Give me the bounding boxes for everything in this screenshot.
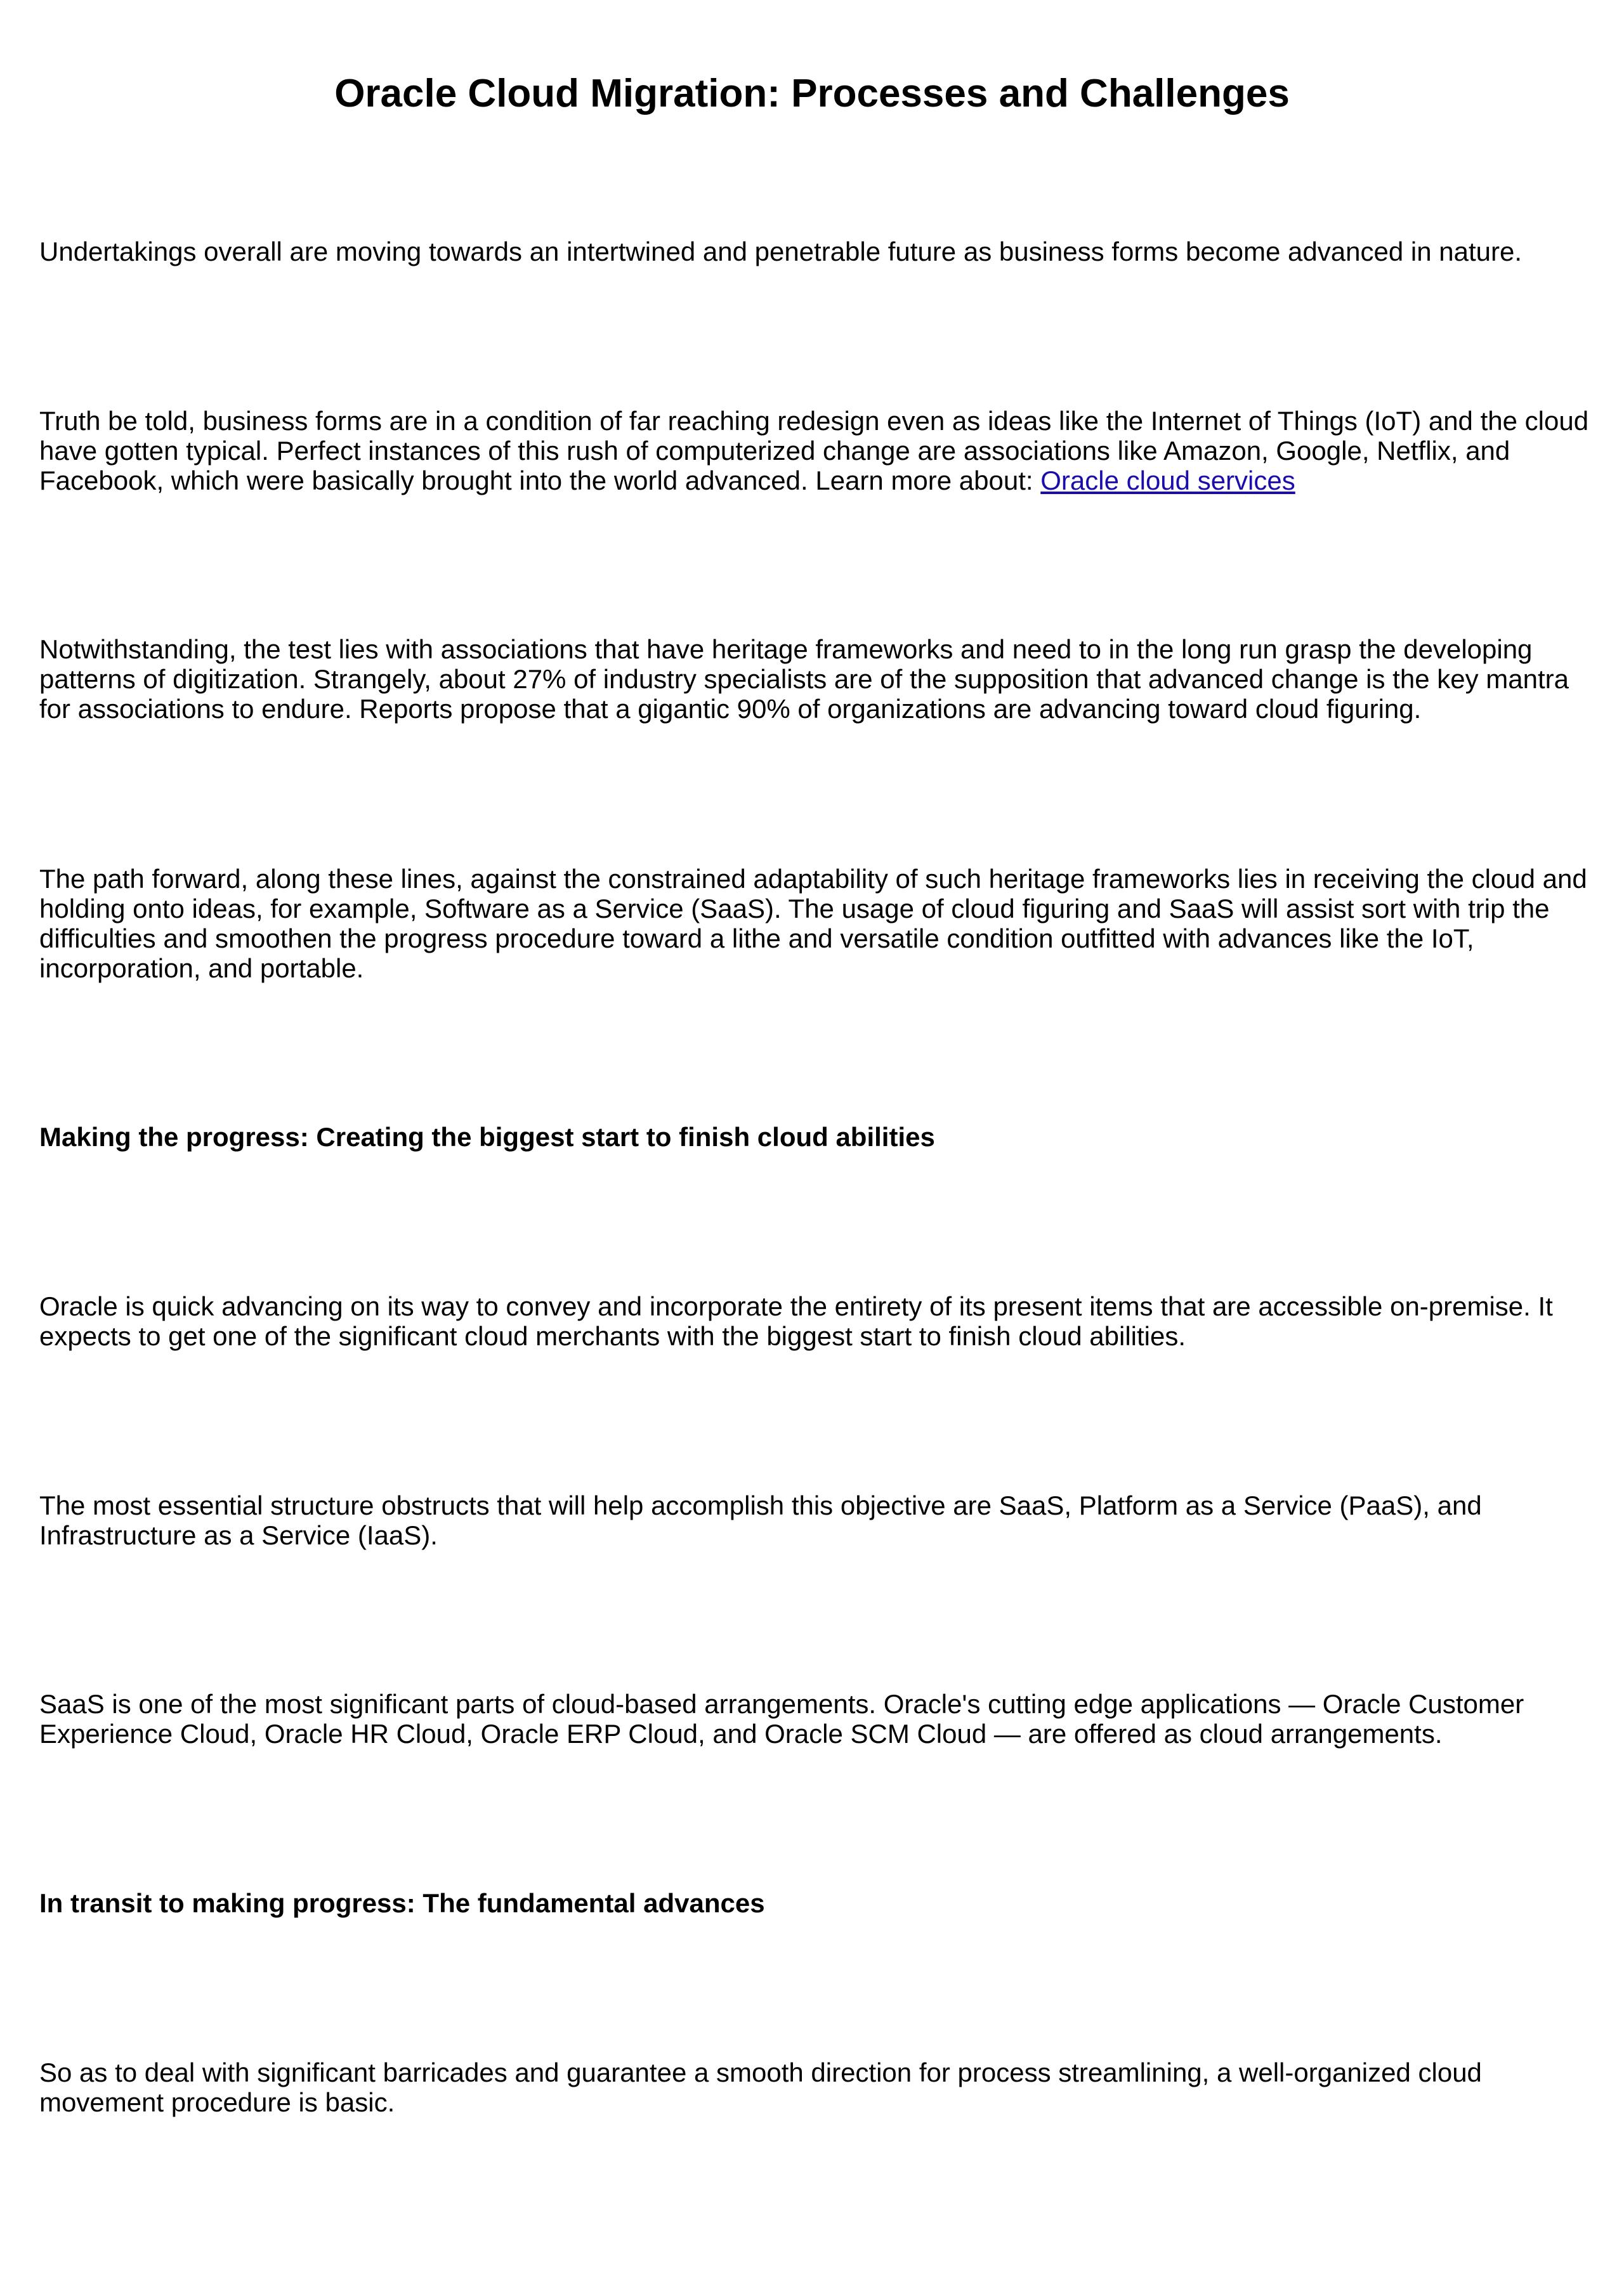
paragraph-digital-change-text: Truth be told, business forms are in a condition of far reaching redesign even as ideas like the Internet of Things (IoT) and the cloud have gotten typical. Perfect instances of this rush of computerized change are associations like Amazon, Google, Netflix, and Facebook, which were basically brought into the world advanced. Learn more about: — [39, 406, 1589, 495]
paragraph-migration-procedure: So as to deal with significant barricades and guarantee a smooth direction for process streamlining, a well-organized cloud movement procedure is basic. — [39, 2058, 1482, 2117]
oracle-cloud-services-link[interactable]: Oracle cloud services — [1040, 466, 1295, 495]
section-heading-making-progress: Making the progress: Creating the biggest start to finish cloud abilities — [39, 1122, 935, 1152]
paragraph-saas-apps: SaaS is one of the most significant parts of cloud-based arrangements. Oracle's cutting edge applications — Oracle Customer Experience Cloud, Oracle HR Cloud, Oracle ERP Cloud, and Oracle SCM Cloud — are offered as cloud arrangements. — [39, 1689, 1524, 1749]
page-title: Oracle Cloud Migration: Processes and Challenges — [334, 72, 1290, 115]
paragraph-digital-change — [39, 406, 1594, 495]
paragraph-structure-blocks: The most essential structure obstructs that will help accomplish this objective are SaaS, Platform as a Service (PaaS), and Infrastructure as a Service (IaaS). — [39, 1490, 1482, 1550]
paragraph-oracle-advancing: Oracle is quick advancing on its way to convey and incorporate the entirety of its present items that are accessible on-premise. It expects to get one of the significant cloud merchants with the biggest start to finish cloud abilities. — [39, 1291, 1553, 1351]
section-heading-fundamental-advances: In transit to making progress: The fundamental advances — [39, 1888, 765, 1918]
paragraph-heritage-frameworks: Notwithstanding, the test lies with associations that have heritage frameworks and need to in the long run grasp the developing patterns of digitization. Strangely, about 27% of industry specialists are of the supposition that advanced change is the key mantra for associations to endure. Reports propose that a gigantic 90% of organizations are advancing toward cloud figuring. — [39, 634, 1569, 724]
paragraph-path-forward: The path forward, along these lines, against the constrained adaptability of such heritage frameworks lies in receiving the cloud and holding onto ideas, for example, Software as a Service (SaaS). The usage of cloud figuring and SaaS will assist sort with trip the difficulties and smoothen the progress procedure toward a lithe and versatile condition outfitted with advances like the IoT, incorporation, and portable. — [39, 864, 1587, 983]
paragraph-intro: Undertakings overall are moving towards an intertwined and penetrable future as business forms become advanced in nature. — [39, 237, 1522, 266]
